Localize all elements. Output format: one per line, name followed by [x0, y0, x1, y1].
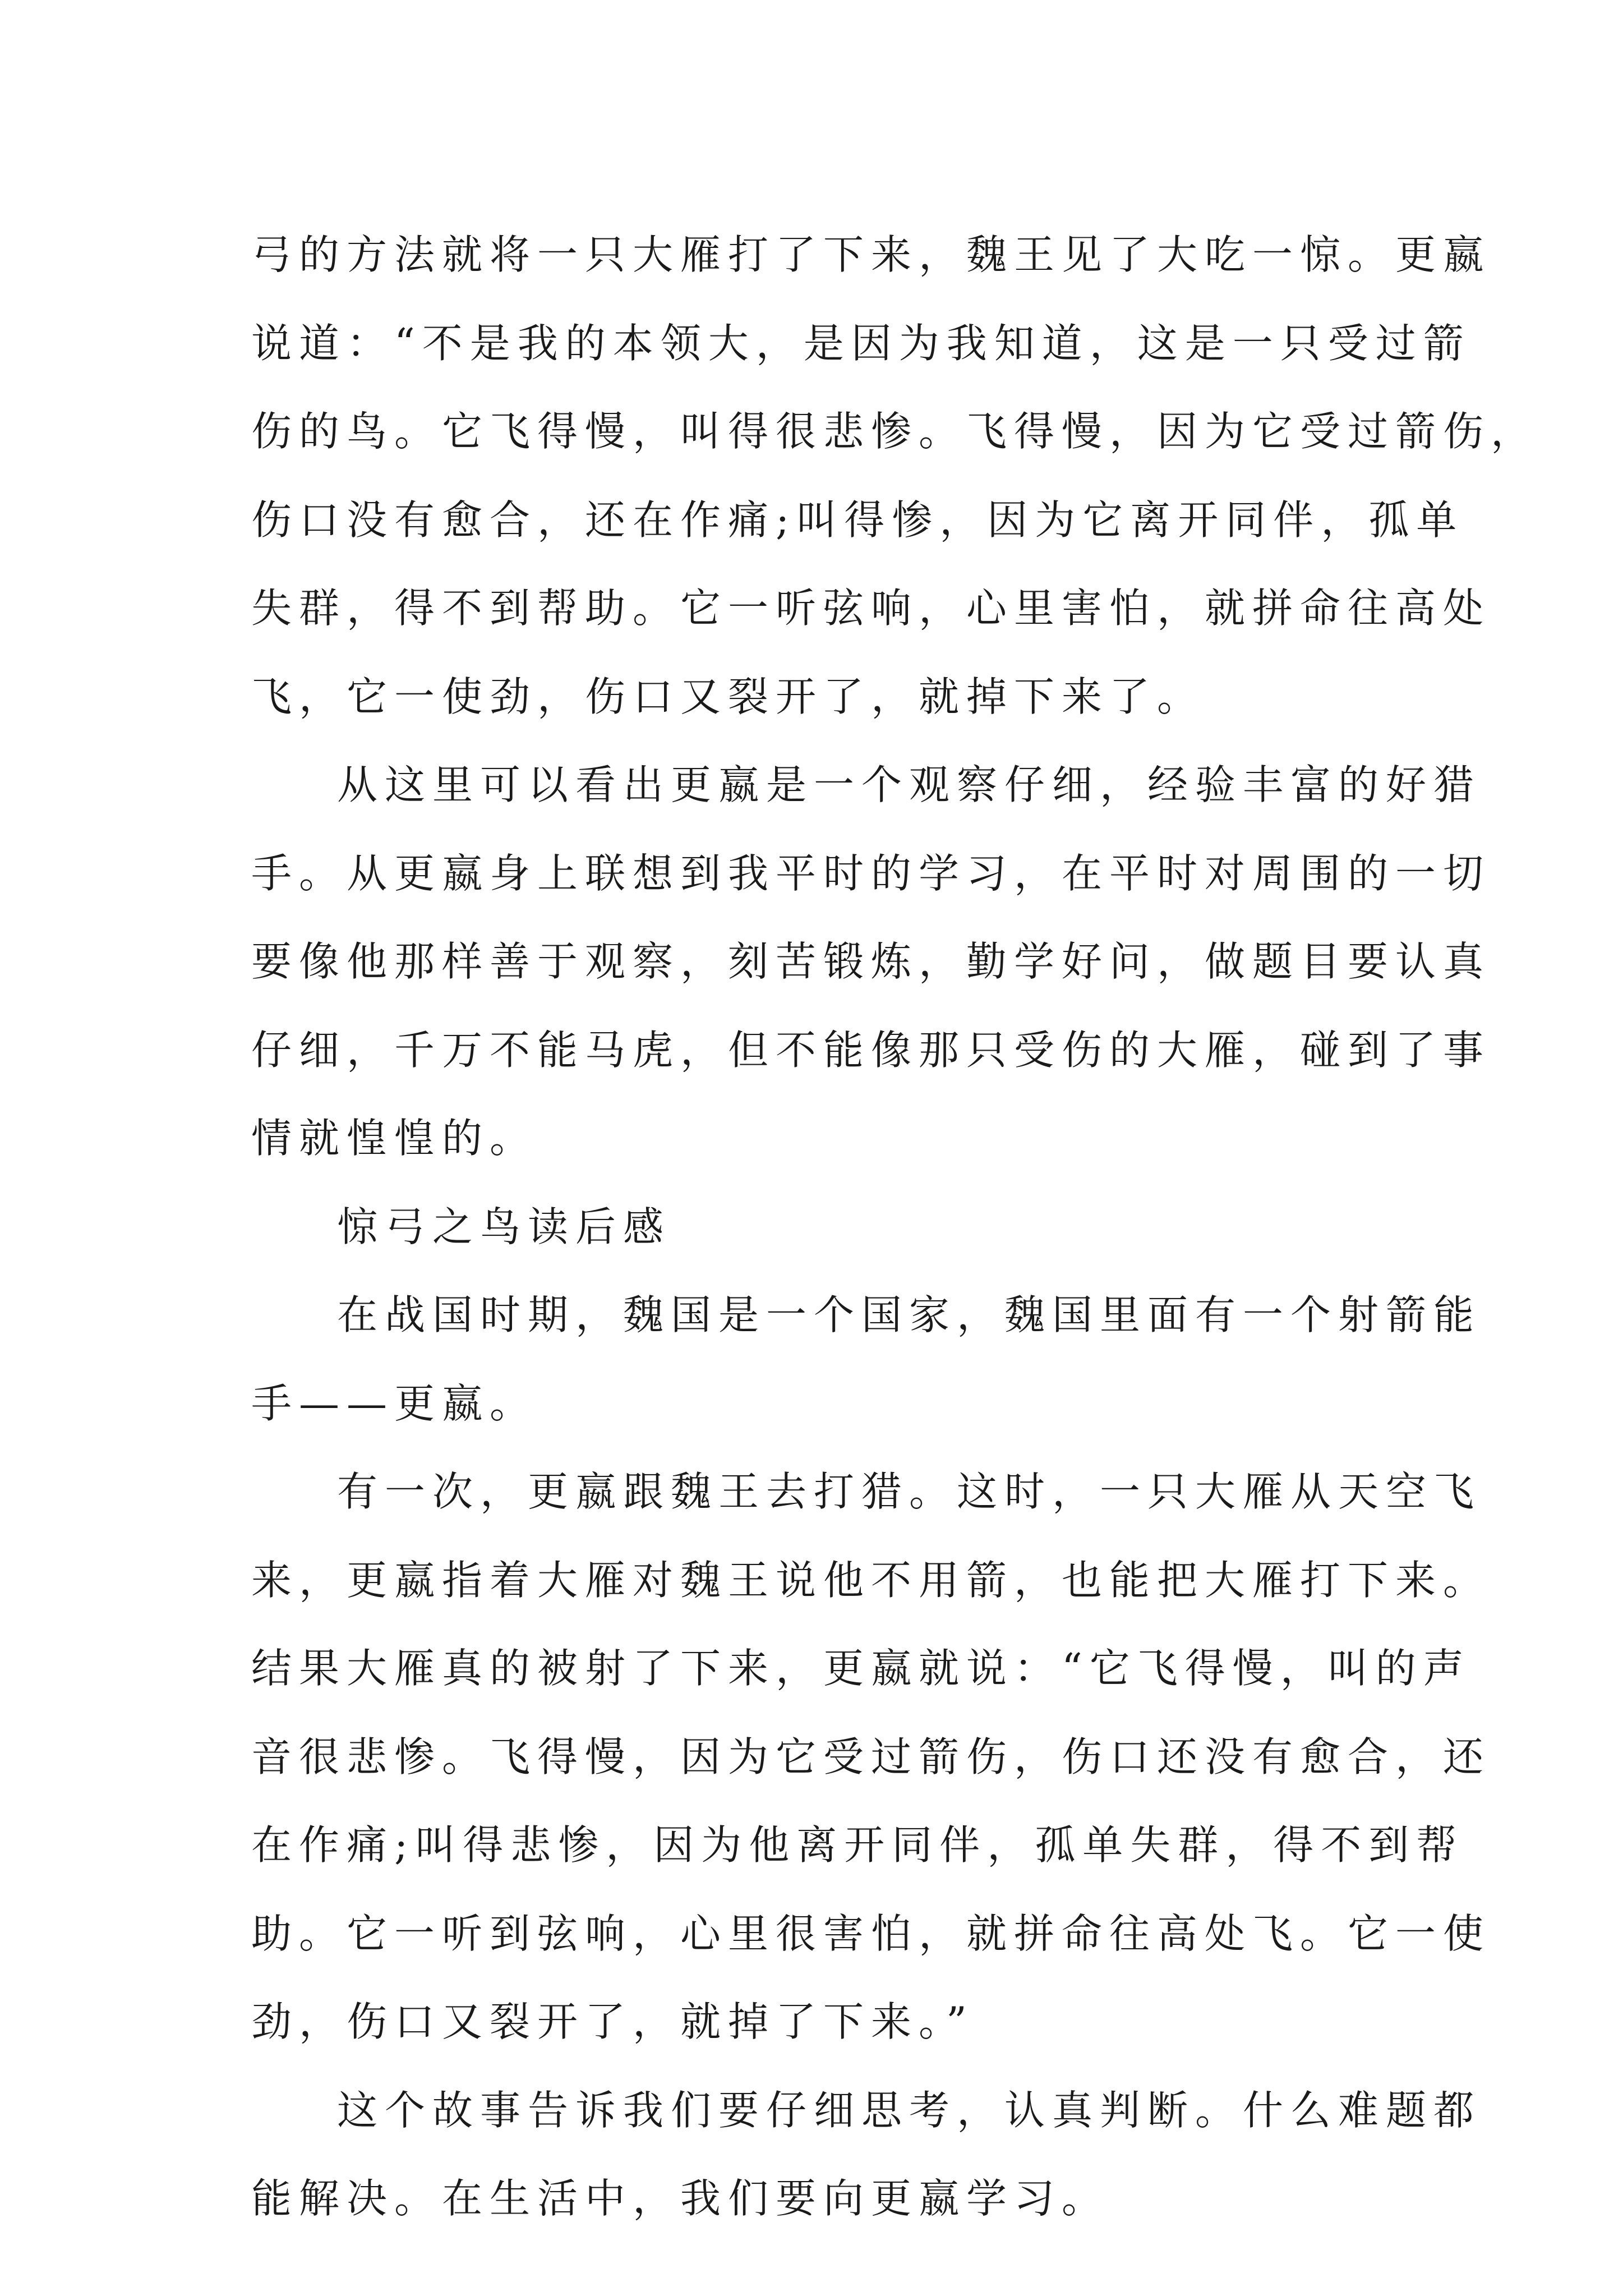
text-line: 结果大雁真的被射了下来，更嬴就说：“它飞得慢，叫的声	[251, 1645, 1471, 1692]
text-line: 手。从更嬴身上联想到我平时的学习，在平时对周围的一切	[251, 849, 1491, 897]
text-line: 说道：“不是我的本领大，是因为我知道，这是一只受过箭	[251, 319, 1471, 367]
text-line: 仔细，千万不能马虎，但不能像那只受伤的大雁，碰到了事	[251, 1026, 1491, 1074]
paragraph-start-line: 在战国时期，魏国是一个国家，魏国里面有一个射箭能	[337, 1291, 1482, 1338]
text-line: 失群，得不到帮助。它一听弦响，心里害怕，就拼命往高处	[251, 585, 1491, 632]
section-title: 惊弓之鸟读后感	[337, 1203, 671, 1250]
text-line: 助。它一听到弦响，心里很害怕，就拼命往高处飞。它一使	[251, 1910, 1491, 1957]
paragraph-start-line: 这个故事告诉我们要仔细思考，认真判断。什么难题都	[337, 2086, 1482, 2134]
paragraph-start-line: 从这里可以看出更嬴是一个观察仔细，经验丰富的好猎	[337, 761, 1482, 808]
document-body	[251, 211, 1539, 2243]
text-line: 手——更嬴。	[251, 1379, 538, 1427]
text-line: 能解决。在生活中，我们要向更嬴学习。	[251, 2175, 1110, 2222]
text-line: 劲，伤口又裂开了，就掉了下来。”	[251, 1998, 974, 2045]
text-line: 音很悲惨。飞得慢，因为它受过箭伤，伤口还没有愈合，还	[251, 1733, 1491, 1780]
text-line: 情就惶惶的。	[251, 1115, 538, 1162]
text-line: 伤的鸟。它飞得慢，叫得很悲惨。飞得慢，因为它受过箭伤，	[251, 408, 1539, 455]
text-line: 飞，它一使劲，伤口又裂开了，就掉下来了。	[251, 673, 1205, 720]
text-line: 要像他那样善于观察，刻苦锻炼，勤学好问，做题目要认真	[251, 938, 1491, 985]
text-line: 弓的方法就将一只大雁打了下来，魏王见了大吃一惊。更嬴	[251, 231, 1491, 278]
text-line: 在作痛;叫得悲惨，因为他离开同伴，孤单失群，得不到帮	[251, 1821, 1464, 1869]
text-line: 来，更嬴指着大雁对魏王说他不用箭，也能把大雁打下来。	[251, 1556, 1491, 1604]
text-line: 伤口没有愈合，还在作痛;叫得惨，因为它离开同伴，孤单	[251, 496, 1464, 544]
paragraph-start-line: 有一次，更嬴跟魏王去打猎。这时，一只大雁从天空飞	[337, 1468, 1482, 1515]
